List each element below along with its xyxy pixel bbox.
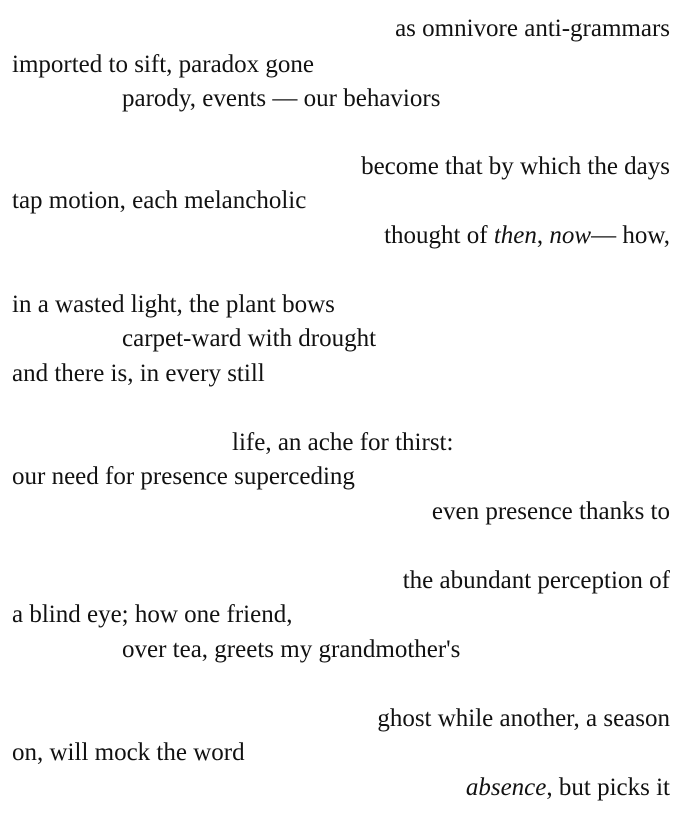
poem-line [466,775,670,800]
poem-line: become that by which the days [361,153,670,180]
poem-line: tap motion, each melancholic [12,187,307,214]
poem-line [384,223,670,248]
poem-line: on, will mock the word [12,739,245,766]
poem-line: our need for presence superceding [12,463,355,490]
poem-line-text: , [536,222,550,249]
poem-line: even presence thanks to [431,498,670,525]
poem-line: as omnivore anti-grammars [395,15,670,42]
poem-line: over tea, greets my grandmother's [122,636,461,663]
emphasis-absence: absence [465,774,547,801]
poem-line: a blind eye; how one friend, [12,601,293,628]
poem-line: in a wasted light, the plant bows [12,291,335,318]
poem-line: life, an ache for thirst: [232,429,454,456]
poem-line-text: thought of [384,222,494,249]
poem-line: carpet-ward with drought [122,325,377,352]
poem-line: parody, events — our behaviors [122,85,441,112]
emphasis-now: now [549,222,592,249]
poem-line: imported to sift, paradox gone [12,51,315,78]
emphasis-then: then [493,222,537,249]
poem-line: and there is, in every still [12,360,265,387]
poem-line: the abundant perception of [402,567,670,594]
poem-line: ghost while another, a season [377,705,670,732]
poem-line-text: — how, [591,222,670,249]
poem-line-text: , but picks it [546,774,670,801]
